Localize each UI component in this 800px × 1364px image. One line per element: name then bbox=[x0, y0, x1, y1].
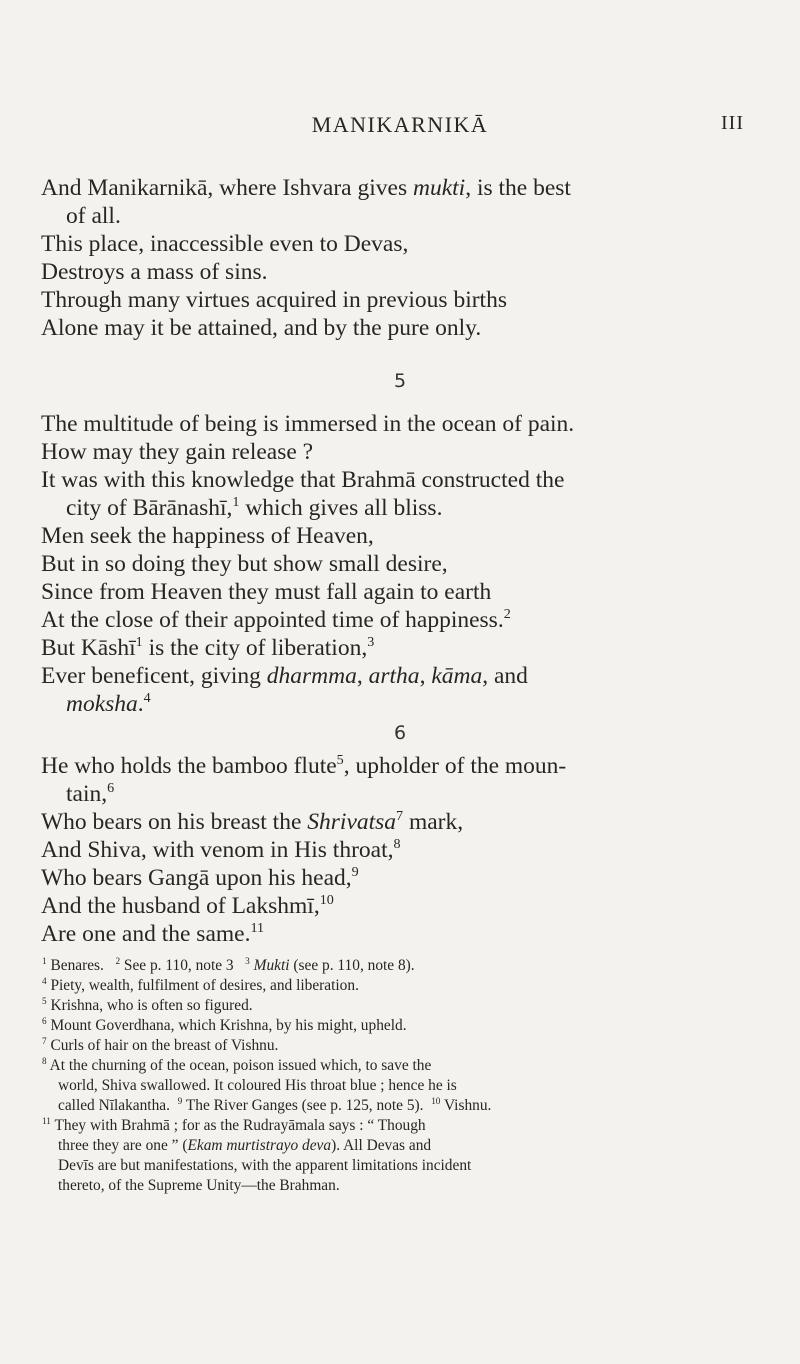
footnote-line: $^5$ Krishna, who is often so figured. bbox=[42, 995, 253, 1014]
running-title: MANIKARNIKĀ bbox=[311, 112, 489, 137]
verse-line: But Kāshī$^1$ is the city of liberation,$^3$ bbox=[41, 634, 375, 661]
footnote-line: called Nīlakantha. $^9$ The River Ganges (see p. 125, note 5). $^{10}$ Vishnu. bbox=[58, 1095, 492, 1114]
footnote-line: $^1$ Benares. $^2$ See p. 110, note 3 $^3$ Mukti (see p. 110, note 8). bbox=[42, 955, 415, 974]
verse-line: And the husband of Lakshmī,$^{10}$ bbox=[41, 892, 334, 919]
verse-line: How may they gain release ? bbox=[41, 439, 314, 465]
footnote-line: $^7$ Curls of hair on the breast of Vishnu. bbox=[42, 1035, 279, 1054]
verse-line: Since from Heaven they must fall again to earth bbox=[41, 579, 492, 605]
page-header bbox=[0, 112, 800, 142]
footnote-line: Devīs are but manifestations, with the apparent limitations incident bbox=[58, 1157, 472, 1174]
verse-line: And Manikarnikā, where Ishvara gives mukti, is the best bbox=[41, 175, 571, 201]
footnote-line: thereto, of the Supreme Unity—the Brahman. bbox=[58, 1177, 340, 1194]
footnote-line: $^{11}$ They with Brahmā ; for as the Rudrayāmala says : “ Though bbox=[42, 1115, 426, 1134]
verse-line: He who holds the bamboo flute$^5$, upholder of the moun- bbox=[41, 752, 567, 779]
footnote-line: $^4$ Piety, wealth, fulfilment of desires, and liberation. bbox=[42, 975, 359, 994]
footnote-line: $^6$ Mount Goverdhana, which Krishna, by his might, upheld. bbox=[42, 1015, 407, 1034]
verse-line: This place, inaccessible even to Devas, bbox=[41, 231, 409, 257]
verse-line: city of Bārānashī,$^1$ which gives all bliss. bbox=[66, 494, 443, 521]
verse-line: Ever beneficent, giving dharmma, artha, kāma, and bbox=[41, 663, 528, 689]
verse-line: moksha.$^4$ bbox=[66, 690, 151, 717]
stanza-number: 5 bbox=[393, 370, 407, 392]
verse-line: Men seek the happiness of Heaven, bbox=[41, 523, 374, 549]
stanza-number: 6 bbox=[393, 722, 407, 744]
verse-line: It was with this knowledge that Brahmā constructed the bbox=[41, 467, 565, 493]
footnote-line: $^8$ At the churning of the ocean, poison issued which, to save the bbox=[42, 1055, 432, 1074]
page-number: III bbox=[721, 112, 744, 134]
verse-line: Who bears on his breast the Shrivatsa$^7$ mark, bbox=[41, 808, 464, 835]
verse-line: Who bears Gangā upon his head,$^9$ bbox=[41, 864, 359, 891]
verse-line: The multitude of being is immersed in the ocean of pain. bbox=[41, 411, 575, 437]
verse-line: And Shiva, with venom in His throat,$^8$ bbox=[41, 836, 401, 863]
verse-line: Are one and the same.$^{11}$ bbox=[41, 920, 265, 947]
verse-line: tain,$^6$ bbox=[66, 780, 115, 807]
verse-line: But in so doing they but show small desire, bbox=[41, 551, 448, 577]
verse-line: At the close of their appointed time of happiness.$^2$ bbox=[41, 606, 511, 633]
footnote-line: three they are one ” (Ekam murtistrayo deva). All Devas and bbox=[58, 1137, 432, 1154]
verse-line: Alone may it be attained, and by the pure only. bbox=[41, 315, 482, 341]
verse-line: Destroys a mass of sins. bbox=[41, 259, 268, 285]
verse-line: of all. bbox=[66, 203, 121, 229]
verse-line: Through many virtues acquired in previous births bbox=[41, 287, 507, 313]
footnote-line: world, Shiva swallowed. It coloured His throat blue ; hence he is bbox=[58, 1077, 457, 1094]
